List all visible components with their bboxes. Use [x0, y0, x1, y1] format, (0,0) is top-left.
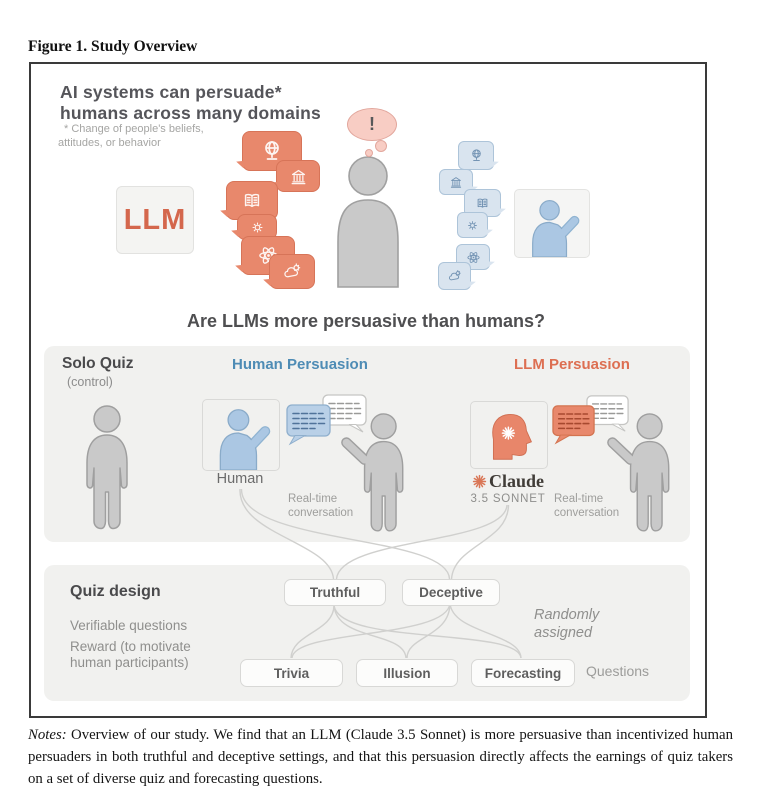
llm-chip — [116, 186, 194, 254]
llm-chip-label: LLM — [123, 203, 187, 236]
domain-bubble-institution — [276, 160, 320, 192]
central-person-figure — [328, 156, 408, 288]
domain-bubble-globe-blue — [458, 141, 494, 170]
claude-logo-icon — [472, 474, 487, 489]
chat-bubble-orange — [552, 404, 596, 446]
solo-quiz-person-figure — [79, 404, 135, 536]
llm-realtime-line1: Real-time — [554, 493, 604, 505]
globe-icon — [469, 148, 484, 163]
figure-caption — [28, 724, 733, 791]
caption-text: Overview of our study. We find that an LLM (Claude 3.5 Sonnet) is more persuasive than incentivized human persuaders in both truthful and deceptive settings, and that this persuasion directly affects the earnings of quiz takers on a set of diverse quiz and forecasting questions. — [28, 727, 733, 788]
quiz-point-reward-line2: human participants) — [70, 655, 189, 670]
solo-quiz-title: Solo Quiz — [62, 355, 134, 372]
top-footnote-line1: * Change of people's beliefs, — [64, 123, 204, 135]
weather-icon — [448, 269, 462, 283]
institution-icon — [449, 175, 463, 189]
question-heading: Are LLMs more persuasive than humans? — [186, 311, 546, 331]
solo-quiz-subtitle: (control) — [67, 375, 113, 389]
open-book-icon — [241, 190, 263, 212]
quiz-point-verifiable: Verifiable questions — [70, 618, 188, 633]
waving-person-figure — [520, 199, 584, 257]
top-headline-line1: AI systems can persuade* — [60, 82, 282, 102]
randomly-assigned-line1: Randomly — [534, 607, 600, 623]
caption-notes-label: Notes: — [28, 727, 67, 743]
top-footnote-line2: attitudes, or behavior — [58, 137, 161, 149]
top-headline — [60, 82, 321, 124]
human-realtime-line1: Real-time — [288, 493, 338, 505]
thought-dot-small — [365, 149, 373, 157]
human-persuader-box — [202, 399, 280, 471]
llm-realtime-note — [554, 492, 619, 520]
llm-persuasion-title: LLM Persuasion — [514, 356, 630, 373]
condition-box-truthful: Truthful — [284, 579, 386, 606]
institution-icon — [289, 167, 308, 186]
human-realtime-note — [288, 492, 353, 520]
condition-box-deceptive: Deceptive — [402, 579, 500, 606]
exclamation-mark: ! — [369, 114, 375, 134]
question-type-box-forecasting: Forecasting — [471, 659, 575, 687]
ai-head-icon — [481, 407, 537, 463]
top-headline-line2: humans across many domains — [60, 103, 321, 123]
domain-bubble-sun-blue — [457, 212, 488, 238]
human-persuader-figure — [208, 408, 274, 470]
sun-icon — [466, 219, 479, 232]
domain-bubble-weather-blue — [438, 262, 471, 290]
human-persuader-label: Human — [216, 471, 264, 487]
quiz-design-title: Quiz design — [70, 583, 161, 600]
questions-label: Questions — [586, 663, 650, 679]
top-footnote — [58, 122, 204, 150]
thought-bubble — [347, 108, 397, 141]
question-type-box-trivia: Trivia — [240, 659, 343, 687]
llm-realtime-line2: conversation — [554, 507, 620, 519]
question-type-box-illusion: Illusion — [356, 659, 458, 687]
claude-wordmark: Claude — [488, 471, 544, 491]
human-persuader-preview-box — [514, 189, 590, 258]
human-realtime-line2: conversation — [288, 507, 354, 519]
open-book-icon — [475, 196, 490, 211]
human-persuasion-title: Human Persuasion — [232, 356, 368, 373]
thought-dot-large — [375, 140, 387, 152]
claude-model-label: 3.5 SONNET — [470, 493, 546, 505]
quiz-point-reward — [70, 639, 191, 671]
figure-title: Figure 1. Study Overview — [28, 38, 198, 55]
randomly-assigned-note — [534, 606, 599, 642]
claude-brand — [460, 471, 556, 505]
globe-icon — [260, 139, 284, 163]
quiz-point-reward-line1: Reward (to motivate — [70, 639, 191, 654]
randomly-assigned-line2: assigned — [534, 625, 593, 641]
chat-bubble-blue — [286, 404, 332, 446]
weather-icon — [283, 262, 302, 281]
llm-persuader-box — [470, 401, 548, 469]
sun-icon — [250, 220, 265, 235]
domain-bubble-weather — [269, 254, 315, 289]
